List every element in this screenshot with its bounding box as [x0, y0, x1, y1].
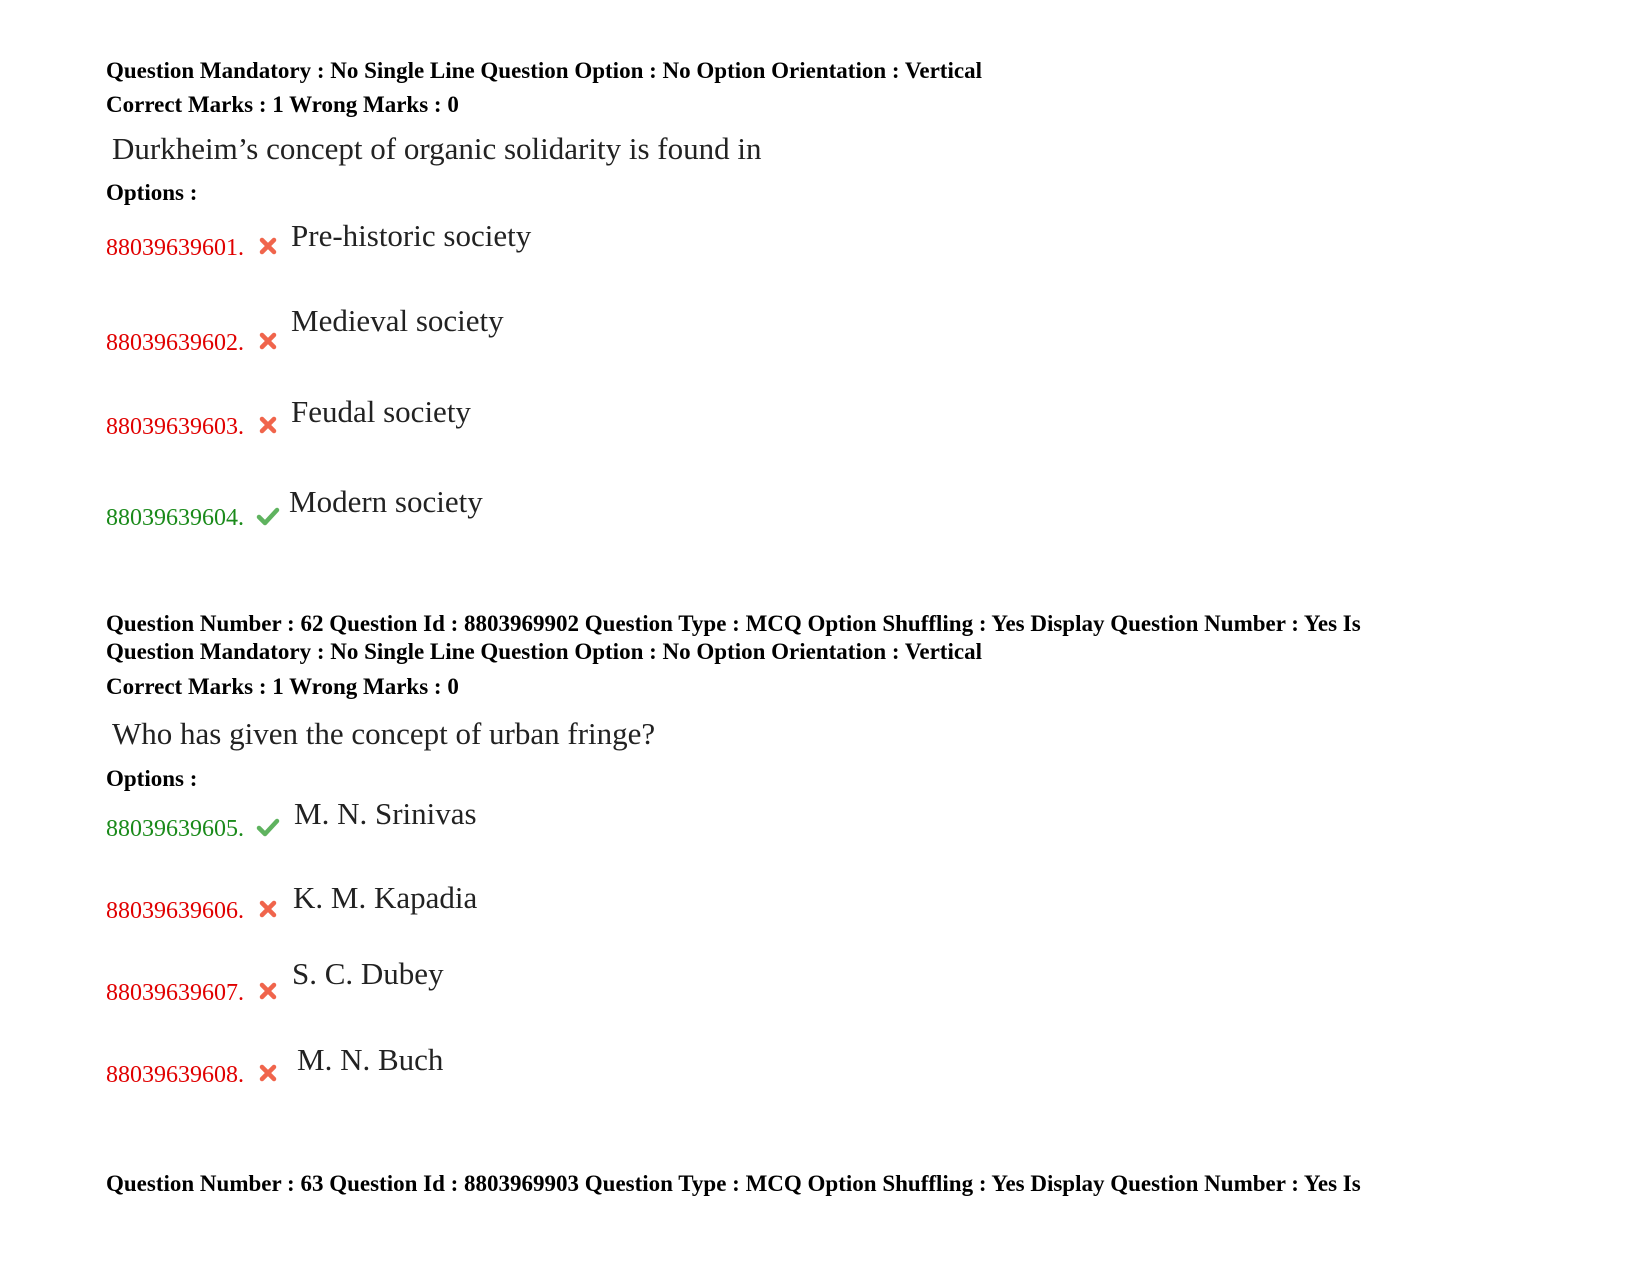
question-marks: Correct Marks : 1 Wrong Marks : 0: [106, 92, 459, 117]
option-text: M. N. Buch: [297, 1042, 444, 1077]
option-id: 88039639601.: [106, 235, 244, 261]
option-text: S. C. Dubey: [292, 956, 444, 991]
option-id: 88039639604.: [106, 505, 244, 531]
option-text: Medieval society: [291, 303, 504, 338]
question-meta-header: Question Number : 62 Question Id : 8803969902 Question Type : MCQ Option Shuffling : Yes Display Question Number : Yes Is: [106, 611, 1361, 636]
cross-icon: [258, 415, 278, 435]
question-meta-mandatory: Question Mandatory : No Single Line Question Option : No Option Orientation : Vertical: [106, 58, 982, 83]
option-text: Feudal society: [291, 394, 471, 429]
question-marks: Correct Marks : 1 Wrong Marks : 0: [106, 674, 459, 699]
question-text: Durkheim’s concept of organic solidarity is found in: [112, 131, 762, 166]
question-meta-header: Question Number : 63 Question Id : 8803969903 Question Type : MCQ Option Shuffling : Yes Display Question Number : Yes Is: [106, 1171, 1361, 1196]
cross-icon: [258, 331, 278, 351]
option-id: 88039639603.: [106, 414, 244, 440]
option-text: K. M. Kapadia: [293, 880, 478, 915]
option-text: M. N. Srinivas: [294, 796, 477, 831]
option-id: 88039639607.: [106, 980, 244, 1006]
options-label: Options :: [106, 766, 198, 791]
option-id: 88039639606.: [106, 898, 244, 924]
option-id: 88039639605.: [106, 816, 244, 842]
cross-icon: [258, 899, 278, 919]
question-meta-mandatory: Question Mandatory : No Single Line Question Option : No Option Orientation : Vertical: [106, 639, 982, 664]
options-label: Options :: [106, 180, 198, 205]
cross-icon: [258, 236, 278, 256]
option-id: 88039639608.: [106, 1062, 244, 1088]
question-text: Who has given the concept of urban fringe?: [112, 716, 656, 751]
check-icon: [256, 506, 280, 526]
option-id: 88039639602.: [106, 330, 244, 356]
cross-icon: [258, 1063, 278, 1083]
option-text: Modern society: [289, 484, 483, 519]
cross-icon: [258, 981, 278, 1001]
check-icon: [256, 817, 280, 837]
option-text: Pre-historic society: [291, 218, 532, 253]
